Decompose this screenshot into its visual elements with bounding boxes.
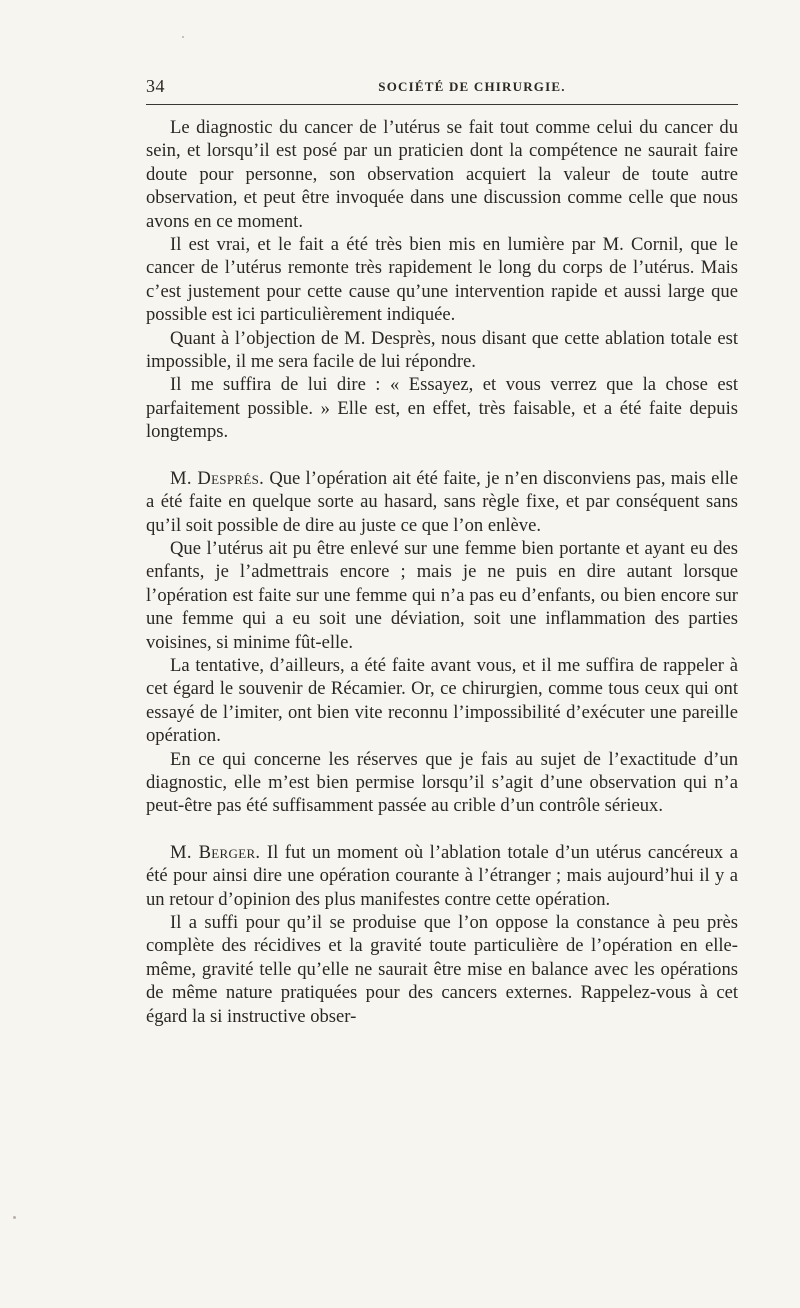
paragraph-text: Quant à l’objection de M. Desprès, nous disant que cette ablation totale est impossible, il me sera facile de lui répondre.	[146, 327, 738, 373]
paragraph	[146, 327, 738, 374]
paragraph-text: En ce qui concerne les réserves que je fais au sujet de l’exactitude d’un diagnostic, elle m’est bien permise lorsqu’il s’agit d’une observation qui n’a peut-être pas été suffisamment passée au crible d’un contrôle sérieux.	[146, 748, 738, 817]
paragraph	[146, 537, 738, 654]
paragraph-text: Il est vrai, et le fait a été très bien mis en lumière par M. Cornil, que le cancer de l’utérus remonte très rapidement le long du corps de l’utérus. Mais c’est justement pour cette cause qu’une intervention rapide et aussi large que possible est ici particulièrement indiquée.	[146, 234, 738, 326]
paragraph	[146, 654, 738, 748]
paper-speck	[182, 36, 184, 38]
paragraph-text: Le diagnostic du cancer de l’utérus se fait tout comme celui du cancer du sein, et lorsqu’il est posé par un praticien dont la compétence ne saurait faire doute pour personne, son observation acquiert la valeur de toute autre observation, et peut être invoquée dans une discussion comme celle que nous avons en ce moment.	[146, 117, 738, 232]
page-number: 34	[146, 76, 165, 96]
speaker-name: M. Berger.	[170, 841, 261, 863]
paragraph	[146, 467, 738, 537]
paragraph	[146, 233, 738, 327]
paragraph-text: Que l’opération ait été faite, je n’en disconviens pas, mais elle a été faite en quelque sorte au hasard, sans règle fixe, et par conséquent sans qu’il soit possible de dire au juste ce que l’on enlève.	[146, 467, 738, 536]
paper-speck	[13, 1216, 16, 1219]
paragraph-text: Que l’utérus ait pu être enlevé sur une femme bien portante et ayant eu des enfants, je l’admettrais encore ; mais je ne puis en dire autant lorsque l’opération est faite sur une femme qui n’a pas eu d’enfants, ou bien encore sur une femme qui a eu soit une déviation, soit une inflammation des parties voisines, si minime fût-elle.	[146, 537, 738, 653]
paragraph-text: Il me suffira de lui dire : « Essayez, et vous verrez que la chose est parfaitement possible. » Elle est, en effet, très faisable, et a été faite depuis longtemps.	[146, 374, 738, 443]
paragraph-text: Il a suffi pour qu’il se produise que l’on oppose la constance à peu près complète des récidives et la gravité toute particulière de l’opération en elle-même, gravité telle qu’elle ne saurait être mise en balance avec les opérations de même nature pratiquées pour des cancers externes. Rappelez-vous à cet égard la si instructive obser-	[146, 912, 738, 1027]
paragraph-text: La tentative, d’ailleurs, a été faite avant vous, et il me suffira de rappeler à cet égard le souvenir de Récamier. Or, ce chirurgien, comme tous ceux qui ont essayé de l’imiter, ont bien vite reconnu l’impossibilité d’exécuter une pareille opération.	[146, 654, 738, 747]
running-title: SOCIÉTÉ DE CHIRURGIE.	[378, 79, 566, 94]
paragraph	[146, 911, 738, 1028]
header-rule	[146, 104, 738, 105]
speaker-name: M. Després.	[170, 467, 265, 489]
paragraph	[146, 841, 738, 911]
body-text	[146, 116, 738, 1028]
page-header	[146, 76, 738, 98]
paragraph	[146, 116, 738, 233]
paragraph	[146, 373, 738, 443]
paragraph	[146, 748, 738, 818]
paragraph-text: Il fut un moment où l’ablation totale d’un utérus cancéreux a été pour ainsi dire une opération courante à l’étranger ; mais aujourd’hui il y a un retour d’opinion des plus manifestes contre cette opération.	[146, 841, 738, 910]
